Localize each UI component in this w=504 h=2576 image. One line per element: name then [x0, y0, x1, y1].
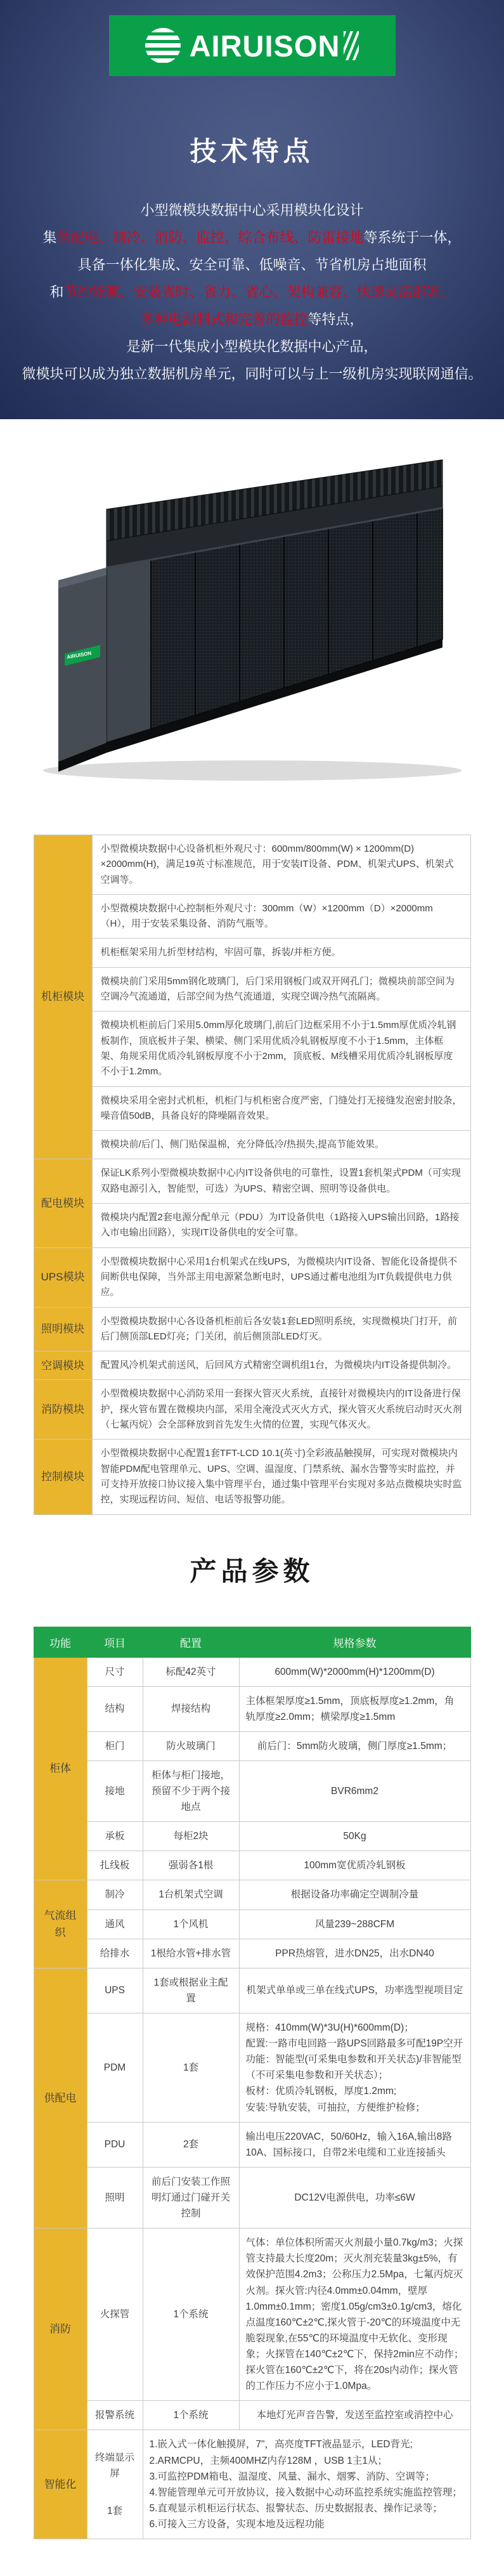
spec-config-cell: 1套或根据业主配置: [143, 1968, 239, 2013]
spec-line: 规格：410mm(W)*3U(H)*600mm(D)；: [246, 2020, 464, 2036]
hero-section: [0, 0, 504, 419]
spec-item-cell: 接地: [87, 1760, 143, 1821]
globe-icon: [145, 28, 181, 63]
spec-config-cell: 1根给水管+排水管: [143, 1939, 239, 1968]
brand-name: AIRUISON: [190, 31, 340, 61]
feature-cell: 微模块前门采用5mm钢化玻璃门，后门采用钢板门或双开网孔门；微模块前部空间为空调冷气流通道，后部空间为热气流通道，实现空调冷热气流隔离。: [92, 967, 470, 1012]
spec-config-cell: 标配42英寸: [143, 1657, 239, 1686]
spec-value-cell: PPR热熔管，进水DN25，出水DN40: [239, 1939, 470, 1968]
spec-row: [34, 1939, 470, 1968]
hero-text-segment: 多种电源制式和完善的监控: [140, 311, 307, 327]
hero-line: [0, 224, 504, 251]
feature-cell: 小型微模块数据中心控制柜外观尺寸：300mm（W）×1200mm（D）×2000mm（H），用于安装采集设备、消防气瓶等。: [92, 894, 470, 939]
feature-row: [34, 1380, 470, 1440]
rack-brand-text: AIRUISON: [66, 650, 91, 660]
feature-row: [34, 967, 470, 1012]
feature-group-label: 配电模块: [34, 1159, 92, 1247]
spec-value-cell: 风量239~288CFM: [239, 1909, 470, 1939]
spec-value-cell: [239, 2013, 470, 2123]
spec-line: 配置:一路市电回路一路UPS回路最多可配19P空开: [246, 2036, 464, 2052]
spec-row: [34, 1760, 470, 1821]
spec-value-cell: 600mm(W)*2000mm(H)*1200mm(D): [239, 1657, 470, 1686]
feature-group-label: 机柜模块: [34, 835, 92, 1159]
spec-config-cell: 防火玻璃门: [143, 1731, 239, 1760]
spec-row: [34, 1822, 470, 1851]
feature-table-body: [34, 835, 470, 1515]
feature-cell: 保证LK系列小型微模块数据中心内IT设备供电的可靠性，设置1套机架式PDM（可实现双路电源引入，智能型，可选）为UPS、精密空调、照明等设备供电。: [92, 1159, 470, 1204]
hero-text-segment: 等特点，: [308, 311, 364, 327]
feature-group-label: 控制模块: [34, 1440, 92, 1514]
spec-row: [34, 2228, 470, 2401]
spec-item-cell: PDM: [87, 2013, 143, 2123]
spec-header-cell: 配置: [143, 1627, 239, 1657]
spec-item-cell: UPS: [87, 1968, 143, 2013]
feature-group-label: 照明模块: [34, 1307, 92, 1351]
feature-table-section: [0, 817, 504, 1515]
hero-line: [0, 306, 504, 333]
spec-line: 4.智能管理单元可开放协议，接入数据中心动环监控系统实施监控管理；: [150, 2485, 464, 2501]
spec-header-cell: 规格参数: [239, 1627, 470, 1657]
spec-line: 1.嵌入式一体化触摸屏，7"，高亮度TFT液晶显示，LED背光;: [150, 2436, 464, 2452]
spec-config-cell: 1套: [143, 2013, 239, 2123]
spec-row: [34, 1657, 470, 1686]
feature-group-label: 消防模块: [34, 1380, 92, 1440]
spec-config-cell: 柜体与柜门接地，预留不少于两个接地点: [143, 1760, 239, 1821]
spec-row: [34, 2401, 470, 2430]
feature-row: [34, 1247, 470, 1307]
spec-line: 3.可监控PDM箱电、温湿度、风量、漏水、烟雾、消防、空调等；: [150, 2469, 464, 2485]
spec-item-cell: 结构: [87, 1686, 143, 1731]
spec-group-label: 柜体: [34, 1657, 87, 1880]
hero-text-segment: 是新一代集成小型模块化数据中心产品，: [126, 339, 377, 355]
spec-line: 安装:导轨安装，可抽拉，方便维护检修；: [246, 2100, 464, 2116]
logo-stripes-decoration: [344, 31, 359, 60]
spec-group-label: 气流组织: [34, 1880, 87, 1968]
spec-row: [34, 1731, 470, 1760]
hero-line: [0, 360, 504, 387]
spec-group-label: 消防: [34, 2228, 87, 2430]
spec-row: [34, 2430, 470, 2539]
hero-line: [0, 333, 504, 360]
feature-cell: 小型微模块数据中心配置1套TFT-LCD 10.1(英寸)全彩液晶触摸屏，可实现对微模块内智能PDM配电管理单元、UPS、空调、温湿度、门禁系统、漏水告警等实时监控，并可支持开放接口协议接入集中管理平台，通过集中管理平台实现对多站点微模块实时监控，实现远程访问、短信、电话等报警功能。: [92, 1440, 470, 1514]
spec-config-cell: 1个系统: [143, 2228, 239, 2401]
spec-value-cell: 本地灯光声音告警，发送至监控室或消控中心: [239, 2401, 470, 2430]
spec-group-label: 智能化: [34, 2430, 87, 2539]
spec-config-cell: 前后门安装工作照明灯通过门碰开关控制: [143, 2167, 239, 2228]
feature-row: [34, 1351, 470, 1380]
spec-table-section: [0, 1589, 504, 2576]
feature-row: [34, 939, 470, 967]
feature-cell: 微模块采用全密封式机柜，机柜门与机柜密合度严密，门缝处打无接缝发泡密封胶条，噪音值50dB，具备良好的降噪隔音效果。: [92, 1086, 470, 1131]
spec-item-cell: 承板: [87, 1822, 143, 1851]
feature-row: [34, 1159, 470, 1204]
spec-line: 5.直观显示机柜运行状态、报警状态、历史数据报表、操作记录等；: [150, 2501, 464, 2516]
hero-text-segment: 和: [49, 284, 63, 300]
feature-cell: 微模块前/后门、侧门贴保温棉，充分降低冷/热损失,提高节能效果。: [92, 1131, 470, 1159]
brand-logo: [109, 15, 396, 76]
spec-config-cell: 每柜2块: [143, 1822, 239, 1851]
spec-table: [34, 1627, 471, 2540]
spec-line: 功能：智能型(可采集电参数和开关状态)/非智能型（不可采集电参数和开关状态）；: [246, 2052, 464, 2083]
spec-item-cell: 报警系统: [87, 2401, 143, 2430]
spec-item-label: 终端显示屏: [94, 2450, 136, 2482]
feature-cell: 配置风冷机架式前送风，后回风方式精密空调机组1台，为微模块内IT设备提供制冷。: [92, 1351, 470, 1380]
spec-value-cell: BVR6mm2: [239, 1760, 470, 1821]
spec-value-cell: 机架式单单或三单在线式UPS，功率选型视项目定: [239, 1968, 470, 2013]
spec-item-cell: 照明: [87, 2167, 143, 2228]
product-image: [30, 446, 474, 788]
spec-value-cell: DC12V电源供电，功率≤6W: [239, 2167, 470, 2228]
spec-row: [34, 2167, 470, 2228]
feature-row: [34, 1131, 470, 1159]
hero-text-segment: 小型微模块数据中心采用模块化设计: [140, 202, 363, 218]
spec-item-cell: 给排水: [87, 1939, 143, 1968]
feature-cell: 机柜框架采用九折型材结构，牢固可靠，拆装/并柜方便。: [92, 939, 470, 967]
spec-row: [34, 2122, 470, 2167]
spec-line: 2.ARMCPU，主频400MHZ内存128M ，USB 1主1从；: [150, 2453, 464, 2469]
spec-value-cell: 前后门：5mm防火玻璃，侧门厚度≥1.5mm；: [239, 1731, 470, 1760]
spec-config-cell: 强弱各1根: [143, 1851, 239, 1880]
feature-cell: 微模块机柜前后门采用5.0mm厚化玻璃门,前后门边框采用不小于1.5mm厚优质冷轧钢板制作，顶底板井子架、横梁、侧门采用优质冷轧钢板厚度不小于1.5mm，主体框架、角规采用优质冷轧钢板厚度不小于2mm，顶底板、M线槽采用优质冷轧钢板厚度不小于1.2mm。: [92, 1012, 470, 1086]
section-title-tech-features: 技术特点: [0, 131, 504, 169]
spec-row: [34, 1909, 470, 1939]
hero-line: [0, 197, 504, 224]
spec-item-cell: [87, 2430, 143, 2539]
spec-line: 6.可接入三方设备，实现本地及远程功能: [150, 2516, 464, 2532]
feature-cell: 小型微模块数据中心各设备机柜前后各安装1套LED照明系统，实现微模块门打开，前后门侧顶部LED灯亮；门关闭，前后侧顶部LED灯灭。: [92, 1307, 470, 1351]
spec-item-cell: 尺寸: [87, 1657, 143, 1686]
spec-table-header-row: [34, 1627, 470, 1657]
feature-table: [34, 835, 471, 1515]
spec-row: [34, 1686, 470, 1731]
feature-group-label: UPS模块: [34, 1247, 92, 1307]
floor-shadow: [43, 760, 462, 781]
spec-row: [34, 1968, 470, 2013]
hero-paragraph: [0, 197, 504, 387]
spec-value-cell: 根据设备功率确定空调制冷量: [239, 1880, 470, 1909]
hero-text-segment: 等系统于一体，: [364, 230, 462, 245]
feature-row: [34, 835, 470, 895]
spec-header-cell: 项目: [87, 1627, 143, 1657]
spec-table-body: [34, 1657, 470, 2539]
spec-value-cell: 主体框架厚度≥1.5mm，顶底板厚度≥1.2mm，角轨厚度≥2.0mm；横梁厚度≥1.5mm: [239, 1686, 470, 1731]
spec-line: 板材：优质冷轧钢板，厚度1.2mm;: [246, 2083, 464, 2099]
spec-config-cell: 2套: [143, 2122, 239, 2167]
product-image-section: [0, 419, 504, 817]
hero-text-segment: 节约能源、安装省时、省力、省心、架构兼容、快速灵活部署、: [64, 284, 455, 300]
spec-item-cell: PDU: [87, 2122, 143, 2167]
spec-value-cell: 100mm宽优质冷轧钢板: [239, 1851, 470, 1880]
spec-row: [34, 2013, 470, 2123]
spec-item-cell: 制冷: [87, 1880, 143, 1909]
feature-cell: 小型微模块数据中心采用1台机架式在线UPS，为微模块内IT设备、智能化设备提供不间断供电保障，当外部主用电源紧急断电时，UPS通过蓄电池组为IT负载提供电力供应。: [92, 1247, 470, 1307]
feature-row: [34, 1086, 470, 1131]
spec-value-cell: [143, 2430, 470, 2539]
spec-row: [34, 1851, 470, 1880]
spec-header-cell: 功能: [34, 1627, 87, 1657]
hero-text-segment: 微模块可以成为独立数据机房单元，同时可以与上一级机房实现联网通信。: [22, 366, 482, 382]
feature-cell: 小型微模块数据中心设备机柜外观尺寸：600mm/800mm(W) × 1200mm(D) ×2000mm(H)，满足19英寸标准规范，用于安装IT设备、PDM、机架式UPS、机架式空调等。: [92, 835, 470, 895]
spec-value-cell: 输出电压220VAC，50/60Hz，输入16A,输出8路10A、国标接口，自带2米电缆和工业连接插头: [239, 2122, 470, 2167]
spec-item-cell: 火探管: [87, 2228, 143, 2401]
feature-row: [34, 1440, 470, 1514]
feature-row: [34, 1307, 470, 1351]
feature-row: [34, 1012, 470, 1086]
feature-cell: 微模块内配置2套电源分配单元（PDU）为IT设备供电（1路接入UPS输出回路，1路接入市电输出回路），实现IT设备供电的安全可靠。: [92, 1204, 470, 1248]
feature-row: [34, 894, 470, 939]
hero-line: [0, 251, 504, 278]
feature-cell: 小型微模块数据中心消防采用一套探火管灭火系统，直接针对微模块内的IT设备进行保护，探火管布置在微模块内部，采用全淹没式灭火方式，探火管灭火系统启动时灭火剂（七氟丙烷）会全部释放到首先发生火情的位置，实现气体灭火。: [92, 1380, 470, 1440]
feature-row: [34, 1204, 470, 1248]
rack-end-door: [107, 560, 151, 743]
hero-text-segment: 集: [42, 230, 56, 245]
spec-row: [34, 1880, 470, 1909]
spec-config-cell: 1个系统: [143, 2401, 239, 2430]
hero-text-segment: 具备一体化集成、安全可靠、低噪音、节省机房占地面积: [77, 257, 426, 273]
spec-group-label: 供配电: [34, 1968, 87, 2228]
spec-item-cell: 扎线板: [87, 1851, 143, 1880]
spec-value-cell: 50Kg: [239, 1822, 470, 1851]
spec-item-cell: 柜门: [87, 1731, 143, 1760]
spec-value-cell: 气体：单位体积所需灭火剂最小量0.7kg/m3；火探管支持最大长度20m；灭火剂充装量3kg±5%，有效保护范围4.2m3；公称压力2.5Mpa，七氟丙烷灭火剂。探火管:内径4.0mm±0.04mm，壁厚1.0mm±0.1mm；密度1.05g/cm3±0.1g/cm3，熔化点温度160℃±2℃,探火管于-20℃的环境温度中无脆裂现象,在55℃的环境温度中无软化、变形现象；火探管在140℃±2℃下，保持2min应不动作；探火管在160℃±2℃下，将在20s内动作；探火管的工作压力不应小于1.0Mpa。: [239, 2228, 470, 2401]
spec-item-cell: 通风: [87, 1909, 143, 1939]
hero-line: [0, 278, 504, 306]
section-title-product-params: 产品参数: [0, 1551, 504, 1589]
feature-group-label: 空调模块: [34, 1351, 92, 1380]
spec-config-cell: 1个风机: [143, 1909, 239, 1939]
hero-text-segment: 供配电、制冷、消防、监控、综合布线、防雷接地: [56, 230, 363, 245]
spec-config-cell: 1台机架式空调: [143, 1880, 239, 1909]
spec-config-cell: 焊接结构: [143, 1686, 239, 1731]
spec-item-quantity: 1套: [94, 2503, 136, 2519]
